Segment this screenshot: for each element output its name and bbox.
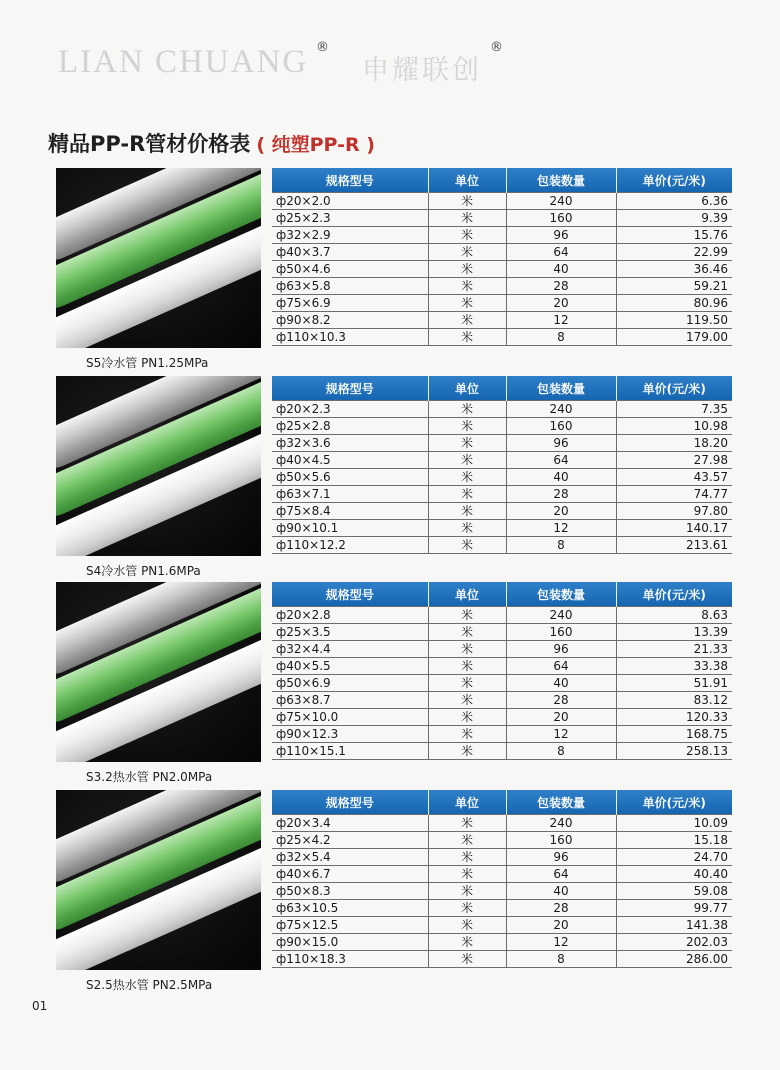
table-row [272, 295, 732, 312]
column-header: 单位 [428, 376, 506, 401]
quantity-cell: 40 [506, 675, 616, 692]
price-section [56, 582, 736, 782]
price-cell: 6.36 [616, 193, 732, 210]
registered-mark: ® [490, 40, 503, 55]
spec-cell: ф50×4.6 [272, 261, 428, 278]
unit-cell: 米 [428, 452, 506, 469]
unit-cell: 米 [428, 883, 506, 900]
column-header: 包装数量 [506, 168, 616, 193]
unit-cell: 米 [428, 607, 506, 624]
table-row [272, 709, 732, 726]
spec-cell: ф90×15.0 [272, 934, 428, 951]
unit-cell: 米 [428, 295, 506, 312]
spec-cell: ф50×6.9 [272, 675, 428, 692]
unit-cell: 米 [428, 244, 506, 261]
unit-cell: 米 [428, 227, 506, 244]
quantity-cell: 96 [506, 641, 616, 658]
price-cell: 51.91 [616, 675, 732, 692]
quantity-cell: 96 [506, 849, 616, 866]
quantity-cell: 64 [506, 244, 616, 261]
page-number: 01 [32, 999, 48, 1013]
unit-cell: 米 [428, 329, 506, 346]
spec-cell: ф40×6.7 [272, 866, 428, 883]
pipe-caption: S2.5热水管 PN2.5MPa [86, 978, 213, 992]
column-header: 包装数量 [506, 790, 616, 815]
table-row [272, 278, 732, 295]
unit-cell: 米 [428, 917, 506, 934]
quantity-cell: 28 [506, 278, 616, 295]
column-header: 单价(元/米) [616, 376, 732, 401]
spec-cell: ф75×8.4 [272, 503, 428, 520]
unit-cell: 米 [428, 469, 506, 486]
price-table [272, 376, 732, 554]
spec-cell: ф32×2.9 [272, 227, 428, 244]
quantity-cell: 240 [506, 401, 616, 418]
quantity-cell: 20 [506, 295, 616, 312]
unit-cell: 米 [428, 866, 506, 883]
price-cell: 33.38 [616, 658, 732, 675]
column-header: 包装数量 [506, 376, 616, 401]
table-row [272, 418, 732, 435]
price-section [56, 376, 736, 576]
pipe-product-photo [56, 376, 261, 556]
quantity-cell: 64 [506, 452, 616, 469]
table-row [272, 832, 732, 849]
brand-name-en: LIAN CHUANG [58, 44, 309, 80]
spec-cell: ф90×8.2 [272, 312, 428, 329]
spec-cell: ф63×10.5 [272, 900, 428, 917]
price-cell: 141.38 [616, 917, 732, 934]
price-cell: 99.77 [616, 900, 732, 917]
pipe-caption: S4冷水管 PN1.6MPa [86, 564, 201, 578]
spec-cell: ф63×5.8 [272, 278, 428, 295]
price-cell: 9.39 [616, 210, 732, 227]
table-row [272, 917, 732, 934]
table-row [272, 261, 732, 278]
unit-cell: 米 [428, 934, 506, 951]
unit-cell: 米 [428, 486, 506, 503]
quantity-cell: 20 [506, 709, 616, 726]
price-cell: 24.70 [616, 849, 732, 866]
table-row [272, 951, 732, 968]
column-header: 单价(元/米) [616, 168, 732, 193]
table-row [272, 692, 732, 709]
spec-cell: ф32×3.6 [272, 435, 428, 452]
unit-cell: 米 [428, 537, 506, 554]
price-section [56, 168, 736, 368]
unit-cell: 米 [428, 832, 506, 849]
spec-cell: ф32×5.4 [272, 849, 428, 866]
page-title-text: 精品PP-R管材价格表 [48, 132, 251, 156]
spec-cell: ф20×2.8 [272, 607, 428, 624]
spec-cell: ф32×4.4 [272, 641, 428, 658]
quantity-cell: 12 [506, 934, 616, 951]
unit-cell: 米 [428, 641, 506, 658]
table-row [272, 743, 732, 760]
quantity-cell: 64 [506, 658, 616, 675]
table-row [272, 244, 732, 261]
price-table [272, 582, 732, 760]
quantity-cell: 8 [506, 537, 616, 554]
column-header: 单位 [428, 790, 506, 815]
quantity-cell: 20 [506, 503, 616, 520]
price-cell: 8.63 [616, 607, 732, 624]
price-cell: 97.80 [616, 503, 732, 520]
unit-cell: 米 [428, 401, 506, 418]
unit-cell: 米 [428, 726, 506, 743]
quantity-cell: 28 [506, 486, 616, 503]
quantity-cell: 240 [506, 607, 616, 624]
table-row [272, 210, 732, 227]
unit-cell: 米 [428, 520, 506, 537]
quantity-cell: 64 [506, 866, 616, 883]
table-row [272, 934, 732, 951]
table-row [272, 193, 732, 210]
quantity-cell: 40 [506, 469, 616, 486]
price-cell: 120.33 [616, 709, 732, 726]
table-row [272, 329, 732, 346]
price-cell: 83.12 [616, 692, 732, 709]
spec-cell: ф75×12.5 [272, 917, 428, 934]
quantity-cell: 240 [506, 193, 616, 210]
spec-cell: ф90×12.3 [272, 726, 428, 743]
table-header-row [272, 168, 732, 193]
price-cell: 40.40 [616, 866, 732, 883]
table-row [272, 641, 732, 658]
quantity-cell: 240 [506, 815, 616, 832]
brand-name-cn: 申耀联创 [362, 55, 482, 86]
quantity-cell: 12 [506, 726, 616, 743]
table-row [272, 401, 732, 418]
table-row [272, 624, 732, 641]
unit-cell: 米 [428, 743, 506, 760]
table-row [272, 675, 732, 692]
spec-cell: ф50×5.6 [272, 469, 428, 486]
price-table [272, 168, 732, 346]
quantity-cell: 40 [506, 261, 616, 278]
spec-cell: ф40×3.7 [272, 244, 428, 261]
column-header: 规格型号 [272, 790, 428, 815]
unit-cell: 米 [428, 418, 506, 435]
quantity-cell: 28 [506, 692, 616, 709]
unit-cell: 米 [428, 435, 506, 452]
table-row [272, 849, 732, 866]
column-header: 包装数量 [506, 582, 616, 607]
column-header: 规格型号 [272, 582, 428, 607]
unit-cell: 米 [428, 210, 506, 227]
spec-cell: ф25×3.5 [272, 624, 428, 641]
quantity-cell: 160 [506, 210, 616, 227]
column-header: 规格型号 [272, 168, 428, 193]
quantity-cell: 20 [506, 917, 616, 934]
pipe-product-photo [56, 168, 261, 348]
registered-mark: ® [316, 40, 329, 55]
table-row [272, 866, 732, 883]
unit-cell: 米 [428, 709, 506, 726]
price-cell: 22.99 [616, 244, 732, 261]
price-cell: 80.96 [616, 295, 732, 312]
quantity-cell: 12 [506, 520, 616, 537]
quantity-cell: 8 [506, 951, 616, 968]
price-cell: 202.03 [616, 934, 732, 951]
spec-cell: ф50×8.3 [272, 883, 428, 900]
quantity-cell: 160 [506, 624, 616, 641]
spec-cell: ф110×15.1 [272, 743, 428, 760]
quantity-cell: 96 [506, 227, 616, 244]
table-row [272, 486, 732, 503]
price-cell: 74.77 [616, 486, 732, 503]
spec-cell: ф20×3.4 [272, 815, 428, 832]
pipe-product-photo [56, 790, 261, 970]
price-cell: 36.46 [616, 261, 732, 278]
quantity-cell: 96 [506, 435, 616, 452]
column-header: 单价(元/米) [616, 790, 732, 815]
table-row [272, 503, 732, 520]
table-row [272, 883, 732, 900]
unit-cell: 米 [428, 261, 506, 278]
spec-cell: ф25×2.3 [272, 210, 428, 227]
pipe-caption: S3.2热水管 PN2.0MPa [86, 770, 213, 784]
spec-cell: ф40×4.5 [272, 452, 428, 469]
price-cell: 43.57 [616, 469, 732, 486]
price-cell: 213.61 [616, 537, 732, 554]
column-header: 单位 [428, 582, 506, 607]
column-header: 规格型号 [272, 376, 428, 401]
quantity-cell: 160 [506, 418, 616, 435]
table-row [272, 227, 732, 244]
price-section [56, 790, 736, 990]
column-header: 单位 [428, 168, 506, 193]
price-cell: 168.75 [616, 726, 732, 743]
spec-cell: ф63×7.1 [272, 486, 428, 503]
spec-cell: ф25×2.8 [272, 418, 428, 435]
spec-cell: ф110×10.3 [272, 329, 428, 346]
price-cell: 286.00 [616, 951, 732, 968]
table-row [272, 520, 732, 537]
table-header-row [272, 790, 732, 815]
table-row [272, 435, 732, 452]
table-row [272, 607, 732, 624]
table-header-row [272, 582, 732, 607]
unit-cell: 米 [428, 951, 506, 968]
spec-cell: ф110×12.2 [272, 537, 428, 554]
spec-cell: ф20×2.0 [272, 193, 428, 210]
unit-cell: 米 [428, 278, 506, 295]
spec-cell: ф63×8.7 [272, 692, 428, 709]
page-subtitle: ( 纯塑PP-R ) [256, 134, 375, 156]
quantity-cell: 28 [506, 900, 616, 917]
price-cell: 15.76 [616, 227, 732, 244]
pipe-caption: S5冷水管 PN1.25MPa [86, 356, 209, 370]
unit-cell: 米 [428, 675, 506, 692]
table-row [272, 900, 732, 917]
spec-cell: ф110×18.3 [272, 951, 428, 968]
price-cell: 27.98 [616, 452, 732, 469]
table-row [272, 815, 732, 832]
spec-cell: ф20×2.3 [272, 401, 428, 418]
spec-cell: ф25×4.2 [272, 832, 428, 849]
table-row [272, 312, 732, 329]
unit-cell: 米 [428, 692, 506, 709]
price-cell: 15.18 [616, 832, 732, 849]
spec-cell: ф75×10.0 [272, 709, 428, 726]
pipe-product-photo [56, 582, 261, 762]
unit-cell: 米 [428, 624, 506, 641]
unit-cell: 米 [428, 815, 506, 832]
price-cell: 179.00 [616, 329, 732, 346]
quantity-cell: 12 [506, 312, 616, 329]
unit-cell: 米 [428, 900, 506, 917]
page-title [48, 128, 375, 158]
spec-cell: ф90×10.1 [272, 520, 428, 537]
quantity-cell: 8 [506, 329, 616, 346]
price-cell: 59.08 [616, 883, 732, 900]
price-table [272, 790, 732, 968]
price-cell: 258.13 [616, 743, 732, 760]
unit-cell: 米 [428, 503, 506, 520]
quantity-cell: 160 [506, 832, 616, 849]
table-row [272, 452, 732, 469]
spec-cell: ф40×5.5 [272, 658, 428, 675]
table-row [272, 726, 732, 743]
price-cell: 7.35 [616, 401, 732, 418]
table-header-row [272, 376, 732, 401]
unit-cell: 米 [428, 849, 506, 866]
price-cell: 59.21 [616, 278, 732, 295]
price-cell: 10.09 [616, 815, 732, 832]
price-cell: 10.98 [616, 418, 732, 435]
spec-cell: ф75×6.9 [272, 295, 428, 312]
unit-cell: 米 [428, 658, 506, 675]
unit-cell: 米 [428, 193, 506, 210]
unit-cell: 米 [428, 312, 506, 329]
price-cell: 18.20 [616, 435, 732, 452]
price-cell: 140.17 [616, 520, 732, 537]
table-row [272, 469, 732, 486]
table-row [272, 658, 732, 675]
price-cell: 119.50 [616, 312, 732, 329]
quantity-cell: 8 [506, 743, 616, 760]
quantity-cell: 40 [506, 883, 616, 900]
column-header: 单价(元/米) [616, 582, 732, 607]
price-cell: 21.33 [616, 641, 732, 658]
price-cell: 13.39 [616, 624, 732, 641]
table-row [272, 537, 732, 554]
